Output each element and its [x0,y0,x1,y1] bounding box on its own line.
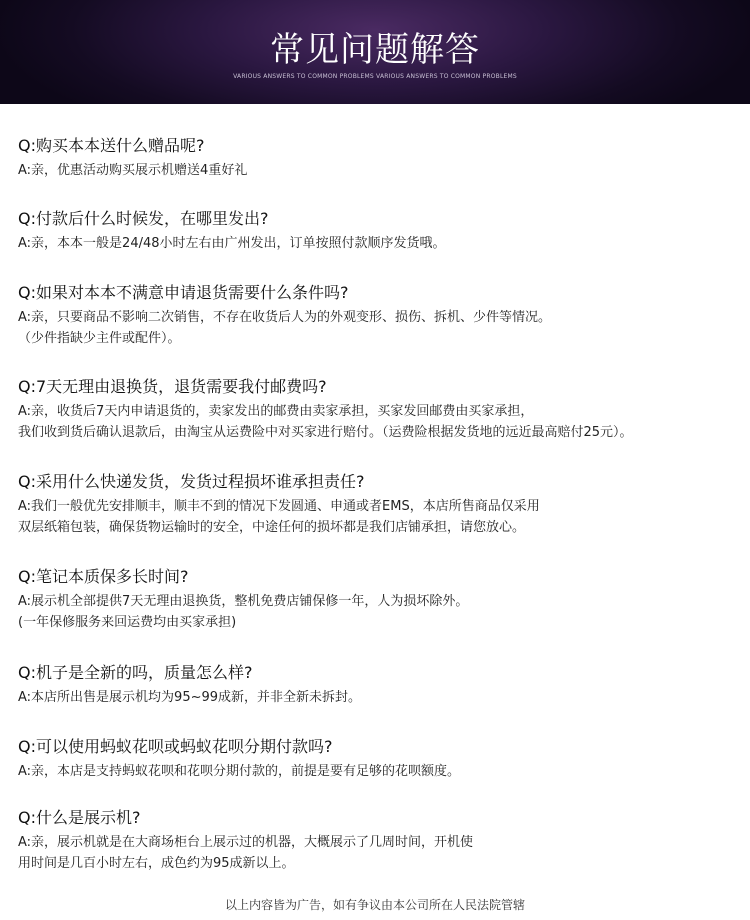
faq-answer-line: A:亲，本本一般是24/48小时左右由广州发出，订单按照付款顺序发货哦。 [18,236,446,251]
faq-question: Q:付款后什么时候发，在哪里发出? [18,209,269,228]
faq-answer-line: 双层纸箱包装，确保货物运输时的安全，中途任何的损坏都是我们店铺承担，请您放心。 [18,520,526,535]
faq-answer [18,307,743,349]
faq-answer-line: A:亲，只要商品不影响二次销售，不存在收货后人为的外观变形、损伤、拆机、少件等情况。 [18,310,552,325]
faq-answer-line: A:我们一般优先安排顺丰，顺丰不到的情况下发圆通、申通或者EMS，本店所售商品仅采用 [18,499,540,514]
faq-answer [18,761,743,782]
faq-item-warranty [18,567,743,633]
faq-item-return-shipping [18,377,743,443]
faq-item-condition [18,663,743,708]
header-banner [0,0,750,104]
faq-item-courier [18,472,743,538]
faq-answer [18,496,743,538]
faq-answer [18,591,743,633]
faq-item-display-unit [18,808,743,874]
faq-item-huabei [18,737,743,782]
faq-answer [18,832,743,874]
page-subtitle: VARIOUS ANSWERS TO COMMON PROBLEMS VARIOUS ANSWERS TO COMMON PROBLEMS [233,73,517,80]
faq-question: Q:如果对本本不满意申请退货需要什么条件吗? [18,283,349,302]
faq-answer-line: 用时间是几百小时左右，成色约为95成新以上。 [18,856,295,871]
faq-question: Q:什么是展示机? [18,808,141,827]
faq-item-shipping-time [18,209,743,254]
faq-answer [18,401,743,443]
faq-answer-line: A:亲，本店是支持蚂蚁花呗和花呗分期付款的，前提是要有足够的花呗额度。 [18,764,461,779]
faq-answer-line: A:亲，展示机就是在大商场柜台上展示过的机器，大概展示了几周时间，开机使 [18,835,474,850]
faq-question: Q:7天无理由退换货，退货需要我付邮费吗? [18,377,327,396]
faq-answer [18,687,743,708]
faq-answer-line: (一年保修服务来回运费均由买家承担) [18,615,237,630]
faq-question: Q:采用什么快递发货，发货过程损坏谁承担责任? [18,472,365,491]
faq-answer [18,233,743,254]
footer-disclaimer: 以上内容皆为广告，如有争议由本公司所在人民法院管辖 [224,898,525,912]
faq-answer-line: （少件指缺少主件或配件）。 [18,331,181,346]
faq-answer-line: A:亲，优惠活动购买展示机赠送4重好礼 [18,163,248,178]
faq-answer [18,160,743,181]
faq-answer-line: A:展示机全部提供7天无理由退换货，整机免费店铺保修一年，人为损坏除外。 [18,594,469,609]
faq-answer-line: A:本店所出售是展示机均为95~99成新，并非全新未拆封。 [18,690,362,705]
faq-item-return-conditions [18,283,743,349]
faq-answer-line: A:亲，收货后7天内申请退货的，卖家发出的邮费由卖家承担，买家发回邮费由买家承担， [18,404,534,419]
page-title: 常见问题解答 [270,30,480,70]
faq-answer-line: 我们收到货后确认退款后，由淘宝从运费险中对买家进行赔付。（运费险根据发货地的远近最高赔付25元）。 [18,425,633,440]
faq-item-gifts [18,136,743,181]
faq-question: Q:可以使用蚂蚁花呗或蚂蚁花呗分期付款吗? [18,737,333,756]
faq-question: Q:购买本本送什么赠品呢? [18,136,205,155]
faq-question: Q:笔记本质保多长时间? [18,567,189,586]
faq-question: Q:机子是全新的吗，质量怎么样? [18,663,253,682]
